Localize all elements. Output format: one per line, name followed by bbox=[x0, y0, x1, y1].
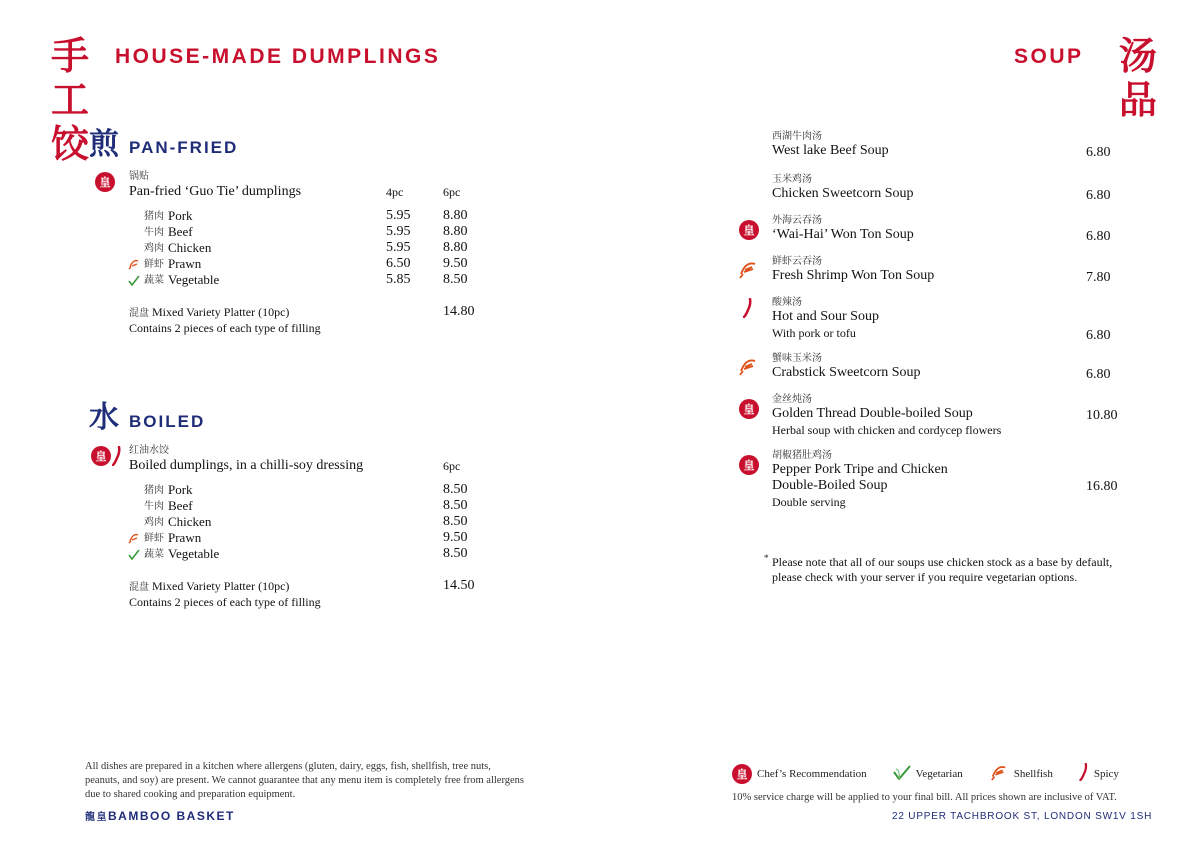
boiled-char: 水 bbox=[89, 400, 119, 435]
platter-cn: 混盘 bbox=[129, 308, 149, 319]
dumplings-heading: HOUSE-MADE DUMPLINGS bbox=[115, 45, 441, 68]
col-4pc: 4pc bbox=[386, 185, 404, 199]
boiled-fillings bbox=[128, 482, 488, 562]
soup-cn: 酸辣汤 bbox=[772, 297, 802, 308]
filling-row bbox=[128, 272, 488, 288]
soup-cn: 鲜虾云吞汤 bbox=[772, 256, 822, 267]
filling-row bbox=[128, 546, 488, 562]
platter-price: 14.80 bbox=[443, 304, 475, 319]
soup-cn: 西湖牛肉汤 bbox=[772, 131, 822, 142]
shellfish-icon bbox=[989, 763, 1009, 784]
soup-name: Chicken Sweetcorn Soup bbox=[772, 186, 914, 201]
soup-item bbox=[730, 449, 1130, 519]
filling-row bbox=[128, 482, 488, 498]
vegetarian-icon bbox=[893, 764, 911, 783]
filling-en: Prawn bbox=[168, 530, 202, 545]
soup-description: Herbal soup with chicken and cordycep flowers bbox=[772, 423, 1002, 437]
platter-cn: 混盘 bbox=[129, 582, 149, 593]
filling-row bbox=[128, 498, 488, 514]
price-6pc: 8.50 bbox=[443, 272, 468, 287]
soup-name: Hot and Sour Soup bbox=[772, 309, 879, 324]
address: 22 UPPER TACHBROOK ST, LONDON SW1V 1SH bbox=[892, 811, 1153, 822]
filling-cn: 鲜虾 bbox=[144, 532, 164, 544]
dish-cn: 红油水饺 bbox=[129, 445, 169, 456]
chef-recommendation-icon: 皇 bbox=[739, 220, 759, 240]
filling-cn: 牛肉 bbox=[144, 500, 164, 512]
soup-name: Crabstick Sweetcorn Soup bbox=[772, 365, 921, 380]
soup-item bbox=[730, 173, 1130, 214]
platter-price: 14.50 bbox=[443, 578, 475, 593]
legend-label: Spicy bbox=[1093, 767, 1119, 780]
title-char: 饺 bbox=[50, 121, 89, 166]
filling-en: Pork bbox=[168, 482, 193, 497]
filling-en: Beef bbox=[168, 224, 193, 239]
soup-cn: 外海云吞汤 bbox=[772, 215, 822, 226]
col-6pc: 6pc bbox=[443, 185, 461, 199]
title-char: 品 bbox=[1118, 77, 1157, 122]
price-4pc: 5.85 bbox=[386, 272, 411, 287]
stock-note-text: Please note that all of our soups use chicken stock as a base by default, please check with your server if you require vegetarian options. bbox=[772, 555, 1113, 584]
chef-recommendation-icon: 皇 bbox=[91, 446, 111, 466]
filling-cn: 鸡肉 bbox=[144, 242, 164, 254]
platter-line bbox=[129, 579, 289, 594]
chef-recommendation-icon: 皇 bbox=[739, 399, 759, 419]
soup-item bbox=[730, 214, 1130, 255]
soup-list bbox=[730, 130, 1130, 519]
vegetarian-icon bbox=[128, 271, 140, 290]
brand-name: BAMBOO BASKET bbox=[108, 809, 235, 823]
soup-name: ‘Wai-Hai’ Won Ton Soup bbox=[772, 227, 914, 242]
chef-recommendation-icon: 皇 bbox=[732, 764, 752, 784]
shellfish-icon bbox=[738, 259, 758, 283]
title-char: 汤 bbox=[1118, 33, 1157, 78]
legend-label: Shellfish bbox=[1013, 767, 1053, 780]
platter-note: Contains 2 pieces of each type of filling bbox=[129, 595, 321, 609]
filling-row bbox=[128, 256, 488, 272]
filling-cn: 牛肉 bbox=[144, 226, 164, 238]
spicy-icon bbox=[743, 298, 753, 322]
platter-name: Mixed Variety Platter (10pc) bbox=[152, 579, 290, 593]
soup-cn: 玉米鸡汤 bbox=[772, 174, 812, 185]
price-6pc: 8.50 bbox=[443, 546, 468, 561]
filling-row bbox=[128, 530, 488, 546]
price-6pc: 8.50 bbox=[443, 482, 468, 497]
soup-heading: SOUP bbox=[1014, 45, 1084, 68]
price-4pc: 5.95 bbox=[386, 224, 411, 239]
filling-en: Vegetable bbox=[168, 546, 220, 561]
boiled-heading: BOILED bbox=[129, 412, 206, 431]
title-char: 手 bbox=[50, 33, 89, 78]
dish-name: Boiled dumplings, in a chilli-soy dressing bbox=[129, 458, 364, 473]
soup-price: 6.80 bbox=[1086, 367, 1111, 382]
soup-price: 6.80 bbox=[1086, 328, 1111, 343]
filling-cn: 蔬菜 bbox=[144, 274, 164, 286]
chef-recommendation-icon: 皇 bbox=[739, 455, 759, 475]
soup-name: West lake Beef Soup bbox=[772, 143, 889, 158]
platter-note: Contains 2 pieces of each type of filling bbox=[129, 321, 321, 335]
filling-row bbox=[128, 514, 488, 530]
filling-cn: 猪肉 bbox=[144, 210, 164, 222]
price-6pc: 8.80 bbox=[443, 208, 468, 223]
filling-row bbox=[128, 240, 488, 256]
soup-cn: 胡椒猪肚鸡汤 bbox=[772, 450, 832, 461]
soup-name-line2: Double-Boiled Soup bbox=[772, 478, 888, 493]
vertical-title-right bbox=[1116, 34, 1160, 122]
soup-cn: 蟹味玉米汤 bbox=[772, 353, 822, 364]
soup-item bbox=[730, 296, 1130, 352]
soup-name: Fresh Shrimp Won Ton Soup bbox=[772, 268, 935, 283]
soup-price: 6.80 bbox=[1086, 229, 1111, 244]
filling-cn: 蔬菜 bbox=[144, 548, 164, 560]
price-4pc: 5.95 bbox=[386, 208, 411, 223]
filling-en: Beef bbox=[168, 498, 193, 513]
price-6pc: 9.50 bbox=[443, 256, 468, 271]
filling-row bbox=[128, 208, 488, 224]
legend bbox=[732, 763, 1119, 784]
price-6pc: 8.50 bbox=[443, 514, 468, 529]
filling-cn: 鸡肉 bbox=[144, 516, 164, 528]
soup-price: 6.80 bbox=[1086, 145, 1111, 160]
legend-shellfish bbox=[989, 763, 1053, 784]
filling-row bbox=[128, 224, 488, 240]
soup-cn: 金丝炖汤 bbox=[772, 394, 812, 405]
soup-name: Golden Thread Double-boiled Soup bbox=[772, 406, 973, 421]
filling-en: Chicken bbox=[168, 514, 212, 529]
footnote-mark: * bbox=[764, 553, 769, 563]
spicy-icon bbox=[1079, 763, 1089, 784]
vegetarian-icon bbox=[128, 545, 140, 564]
price-4pc: 5.95 bbox=[386, 240, 411, 255]
price-4pc: 6.50 bbox=[386, 256, 411, 271]
soup-description: With pork or tofu bbox=[772, 326, 856, 340]
platter-line bbox=[129, 305, 289, 320]
soup-price: 7.80 bbox=[1086, 270, 1111, 285]
allergen-note: All dishes are prepared in a kitchen where allergens (gluten, dairy, eggs, fish, shellfish, tree nuts, peanuts, and soy) are present. We cannot guarantee that any menu item is completely free from allergens due to shared cooking and preparation equipment. bbox=[85, 761, 525, 800]
price-6pc: 8.80 bbox=[443, 224, 468, 239]
title-char: 工 bbox=[50, 77, 89, 122]
soup-description: Double serving bbox=[772, 495, 846, 509]
dish-cn: 锅贴 bbox=[129, 171, 149, 182]
legend-label: Chef’s Recommendation bbox=[757, 767, 867, 780]
brand-cn: 龍皇 bbox=[85, 812, 108, 823]
legend-spicy bbox=[1079, 763, 1119, 784]
panfried-char: 煎 bbox=[89, 127, 119, 162]
vertical-title-left bbox=[48, 34, 92, 166]
filling-en: Vegetable bbox=[168, 272, 220, 287]
filling-en: Prawn bbox=[168, 256, 202, 271]
dish-name: Pan-fried ‘Guo Tie’ dumplings bbox=[129, 184, 302, 199]
filling-en: Pork bbox=[168, 208, 193, 223]
shellfish-icon bbox=[738, 356, 758, 380]
panfried-fillings bbox=[128, 208, 488, 288]
soup-name: Pepper Pork Tripe and Chicken bbox=[772, 462, 948, 477]
price-6pc: 8.80 bbox=[443, 240, 468, 255]
price-6pc: 9.50 bbox=[443, 530, 468, 545]
chef-recommendation-icon: 皇 bbox=[95, 172, 115, 192]
filling-en: Chicken bbox=[168, 240, 212, 255]
soup-item bbox=[730, 352, 1130, 393]
service-note: 10% service charge will be applied to your final bill. All prices shown are inclusive of VAT. bbox=[732, 792, 1117, 803]
col-6pc: 6pc bbox=[443, 459, 461, 473]
panfried-heading: PAN-FRIED bbox=[129, 138, 239, 157]
price-6pc: 8.50 bbox=[443, 498, 468, 513]
filling-cn: 猪肉 bbox=[144, 484, 164, 496]
filling-cn: 鲜虾 bbox=[144, 258, 164, 270]
legend-vegetarian bbox=[893, 764, 963, 783]
stock-note bbox=[764, 555, 1124, 585]
soup-item bbox=[730, 255, 1130, 296]
soup-price: 10.80 bbox=[1086, 408, 1118, 423]
legend-chef bbox=[732, 764, 867, 784]
soup-price: 16.80 bbox=[1086, 479, 1118, 494]
soup-price: 6.80 bbox=[1086, 188, 1111, 203]
soup-item bbox=[730, 393, 1130, 449]
spicy-icon bbox=[112, 446, 122, 470]
platter-name: Mixed Variety Platter (10pc) bbox=[152, 305, 290, 319]
brand-logo bbox=[85, 808, 235, 823]
legend-label: Vegetarian bbox=[915, 767, 963, 780]
soup-item bbox=[730, 130, 1130, 173]
